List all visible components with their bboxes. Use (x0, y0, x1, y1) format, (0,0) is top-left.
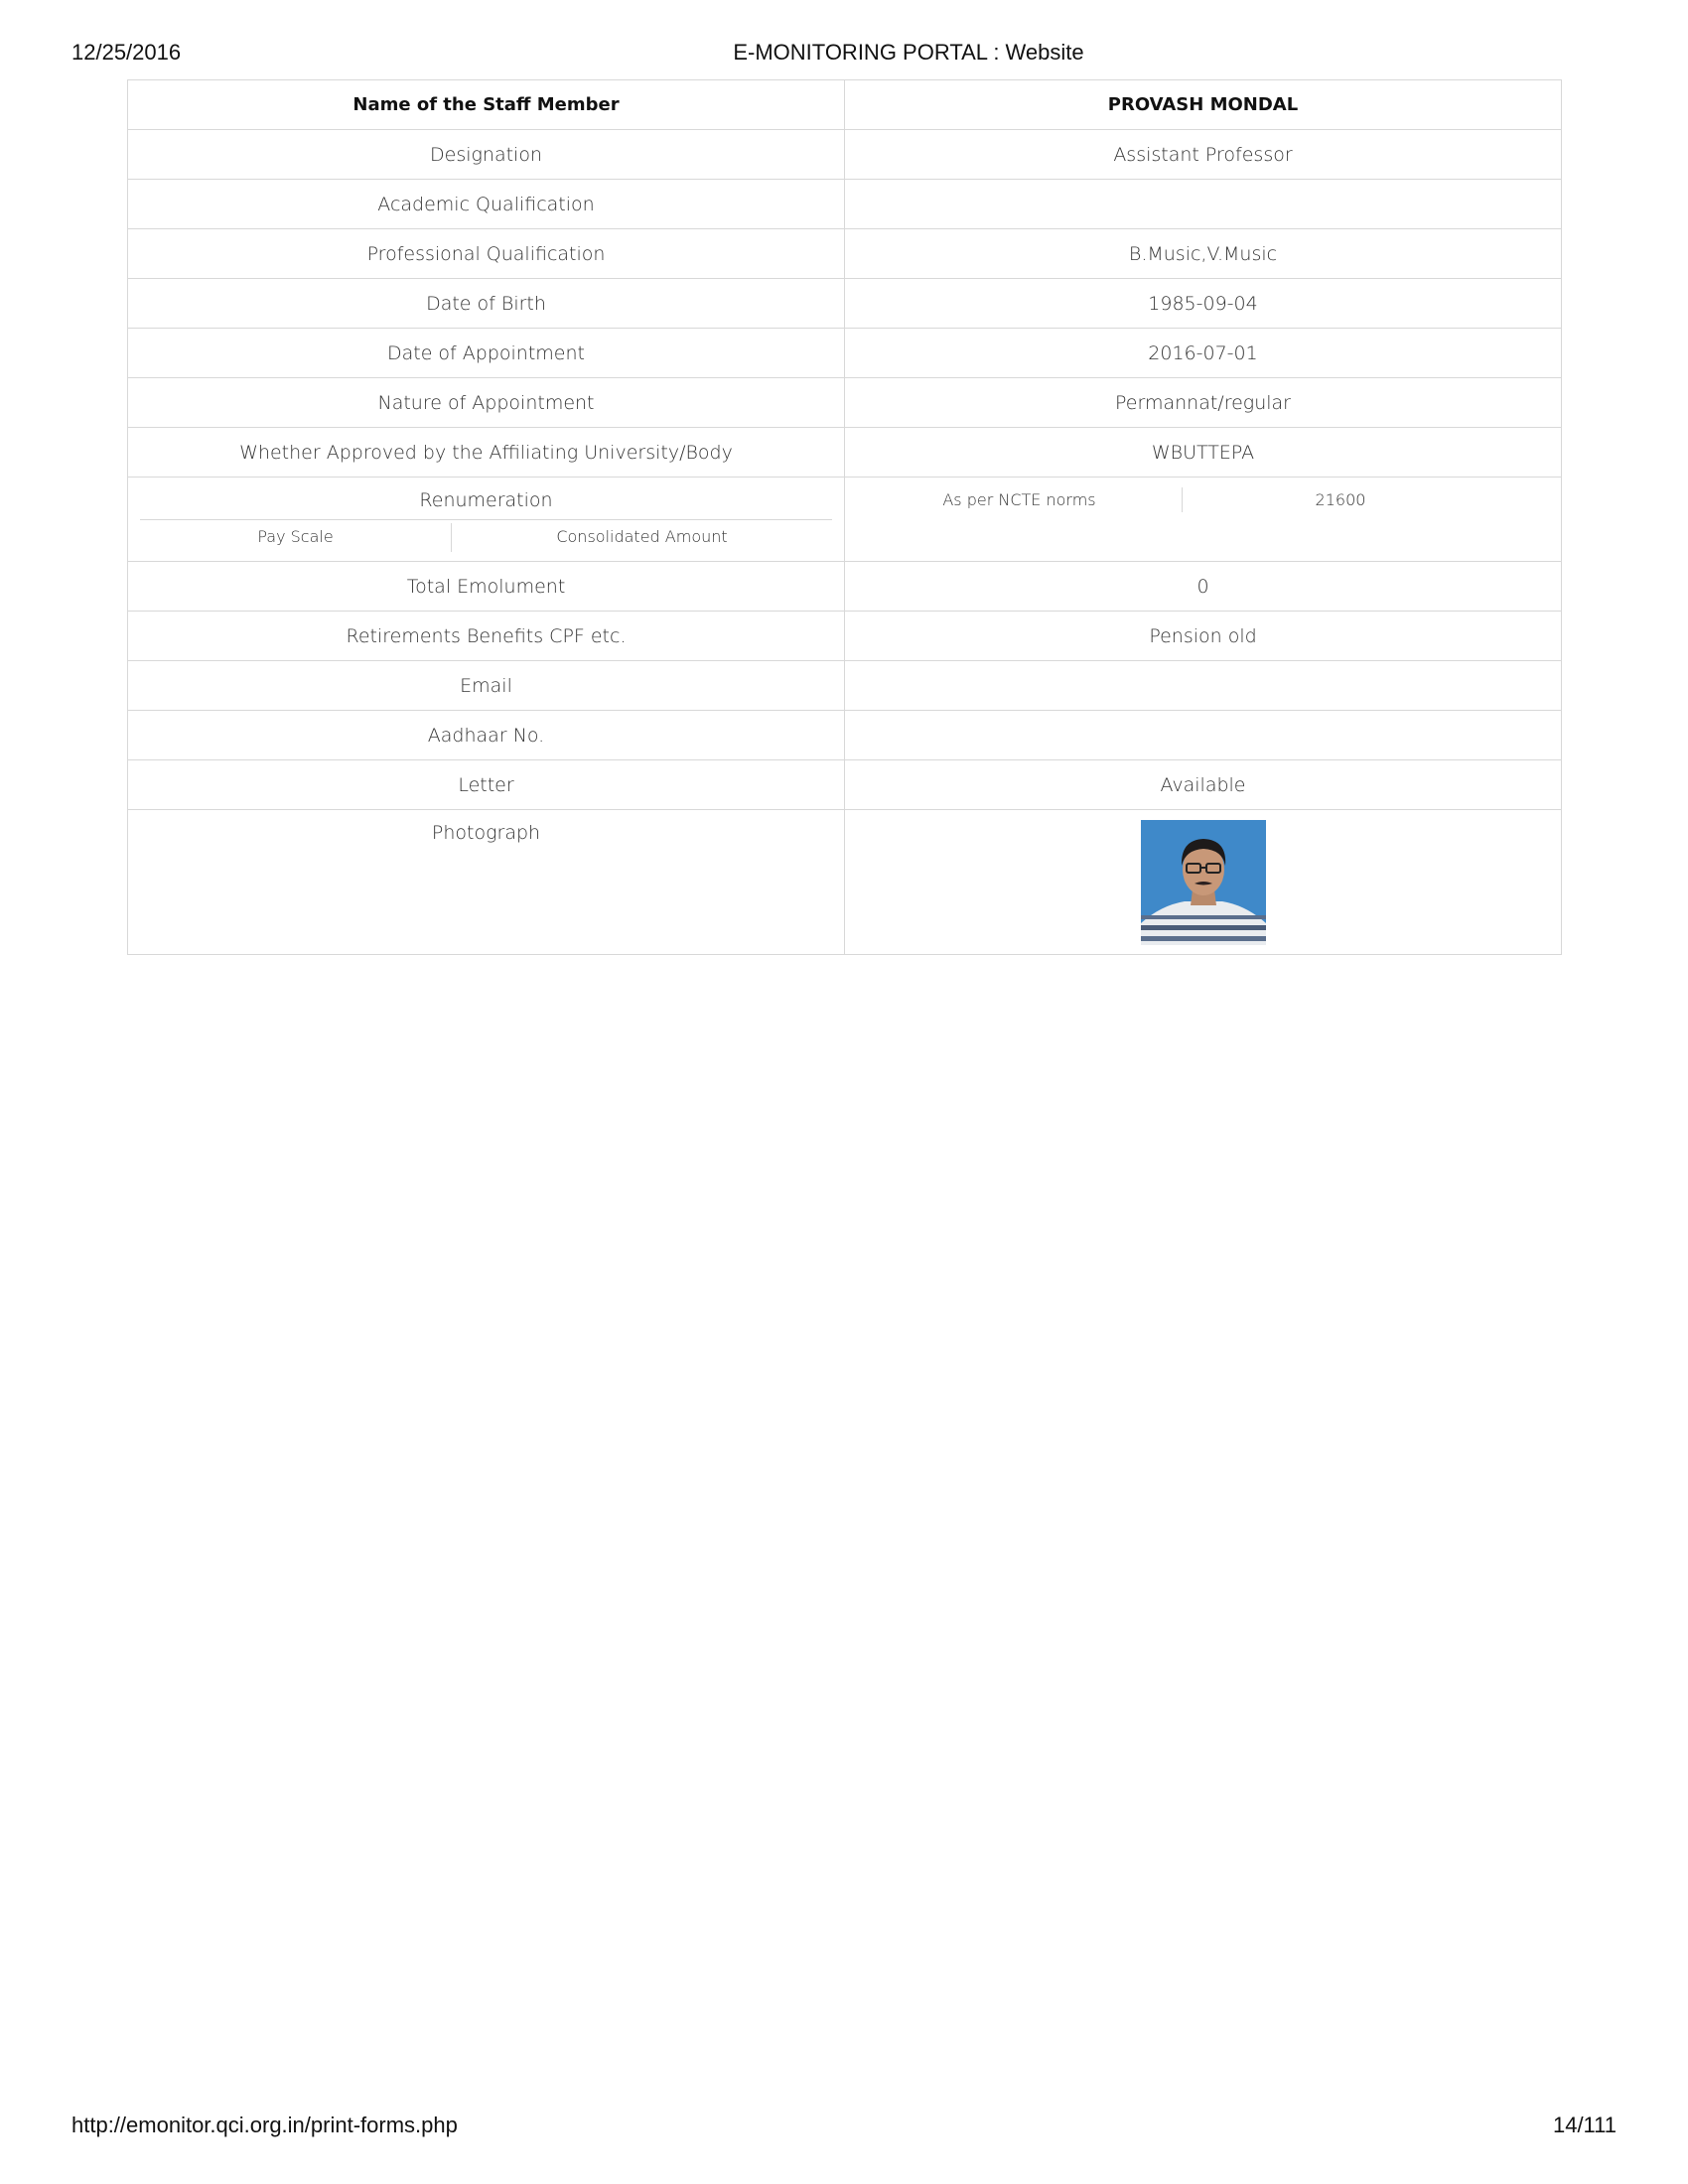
aadhaar-label: Aadhaar No. (128, 711, 845, 760)
table-row (128, 378, 1562, 428)
renumeration-value-cell (845, 478, 1562, 562)
staff-photograph (1141, 820, 1266, 945)
pay-scale-label: Pay Scale (140, 523, 452, 552)
designation-value: Assistant Professor (845, 130, 1562, 180)
email-label: Email (128, 661, 845, 711)
table-row (128, 810, 1562, 955)
academic-qualification-label: Academic Qualification (128, 180, 845, 229)
date-of-birth-value: 1985-09-04 (845, 279, 1562, 329)
table-row (128, 80, 1562, 130)
table-row (128, 130, 1562, 180)
retirement-benefits-label: Retirements Benefits CPF etc. (128, 612, 845, 661)
print-page-title: E-MONITORING PORTAL : Website (733, 40, 1084, 65)
consolidated-amount-label: Consolidated Amount (556, 527, 728, 546)
aadhaar-value (845, 711, 1562, 760)
date-of-appointment-value: 2016-07-01 (845, 329, 1562, 378)
renumeration-subheader (140, 519, 832, 552)
professional-qualification-label: Professional Qualification (128, 229, 845, 279)
renumeration-label-cell (128, 478, 845, 562)
date-of-appointment-label: Date of Appointment (128, 329, 845, 378)
staff-details-table (127, 79, 1562, 955)
print-date: 12/25/2016 (71, 40, 182, 65)
name-value: PROVASH MONDAL (845, 80, 1562, 130)
total-emolument-value: 0 (845, 562, 1562, 612)
table-row (128, 661, 1562, 711)
person-portrait-icon (1141, 820, 1266, 945)
photograph-label: Photograph (431, 822, 541, 844)
date-of-birth-label: Date of Birth (128, 279, 845, 329)
table-row (128, 279, 1562, 329)
professional-qualification-value: B.Music,V.Music (845, 229, 1562, 279)
renumeration-label: Renumeration (419, 489, 553, 511)
email-value (845, 661, 1562, 711)
approved-by-label: Whether Approved by the Affiliating University/Body (128, 428, 845, 478)
letter-value: Available (845, 760, 1562, 810)
nature-of-appointment-label: Nature of Appointment (128, 378, 845, 428)
photograph-label-cell (128, 810, 845, 955)
approved-by-value: WBUTTEPA (845, 428, 1562, 478)
table-row (128, 711, 1562, 760)
letter-label: Letter (128, 760, 845, 810)
print-page-number: 14/111 (1552, 2113, 1617, 2137)
academic-qualification-value (845, 180, 1562, 229)
table-row (128, 180, 1562, 229)
designation-label: Designation (128, 130, 845, 180)
table-row (128, 612, 1562, 661)
table-row (128, 428, 1562, 478)
total-emolument-label: Total Emolument (128, 562, 845, 612)
retirement-benefits-value: Pension old (845, 612, 1562, 661)
pay-scale-value: As per NCTE norms (857, 487, 1183, 512)
table-row (128, 478, 1562, 562)
table-row (128, 229, 1562, 279)
table-row (128, 329, 1562, 378)
photograph-value-cell (845, 810, 1562, 955)
table-row (128, 760, 1562, 810)
consolidated-amount-value: 21600 (1315, 490, 1366, 509)
nature-of-appointment-value: Permannat/regular (845, 378, 1562, 428)
table-row (128, 562, 1562, 612)
print-footer-url: http://emonitor.qci.org.in/print-forms.php (71, 2113, 458, 2137)
name-label: Name of the Staff Member (128, 80, 845, 130)
renumeration-values (857, 487, 1549, 512)
